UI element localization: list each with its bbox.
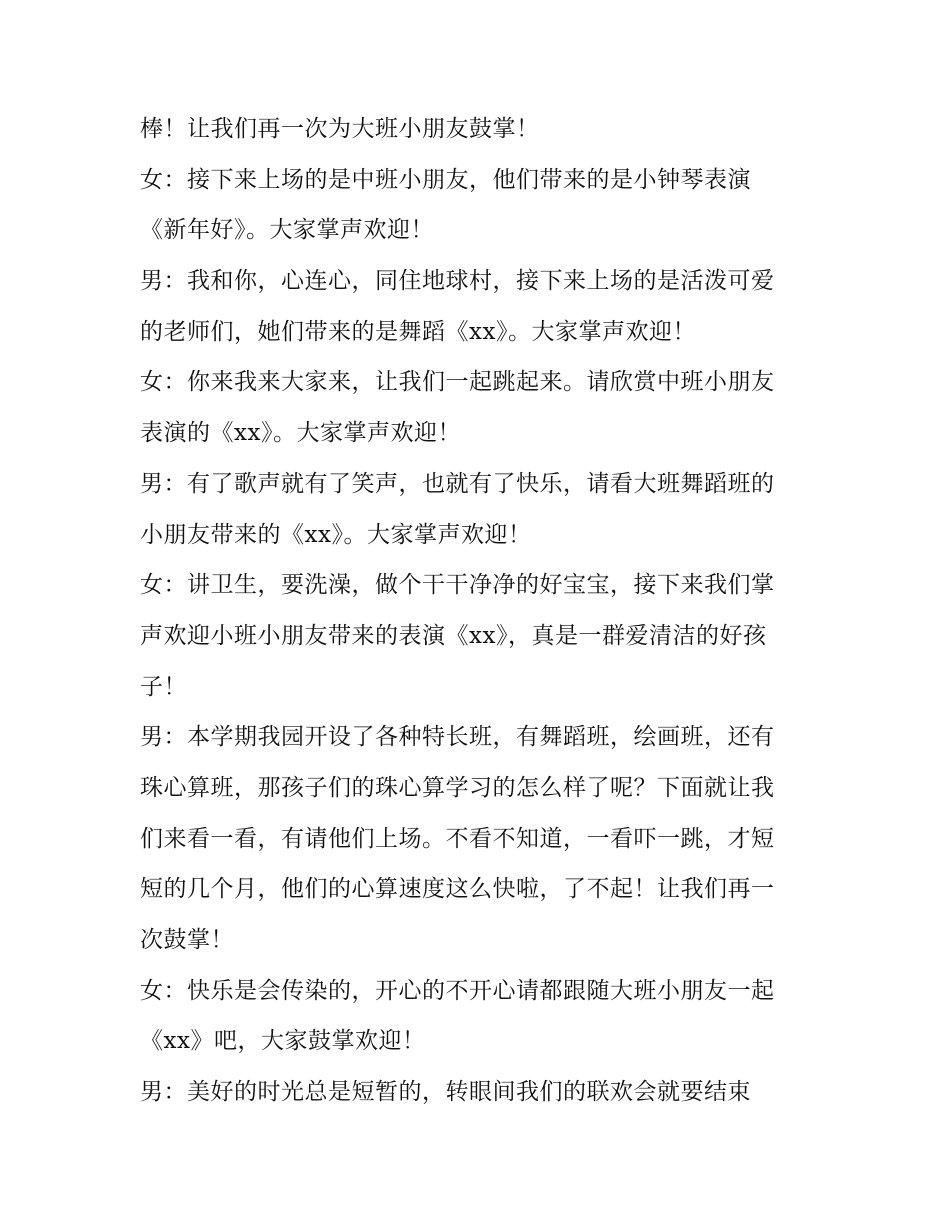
text-line: 女：接下来上场的是中班小朋友，他们带来的是小钟琴表演 xyxy=(140,166,751,193)
document-body xyxy=(140,104,820,1118)
text-line: 男：本学期我园开设了各种特长班，有舞蹈班，绘画班，还有 xyxy=(140,724,775,751)
text-line: 表演的《xx》。大家掌声欢迎！ xyxy=(140,420,461,447)
text-line: 次鼓掌！ xyxy=(140,927,234,953)
text-line: 珠心算班，那孩子们的珠心算学习的怎么样了呢？下面就让我 xyxy=(140,774,775,801)
text-line: 短的几个月，他们的心算速度这么快啦，了不起！让我们再一 xyxy=(140,876,775,903)
text-line: 们来看一看，有请他们上场。不看不知道，一看吓一跳，才短 xyxy=(140,825,775,852)
text-line: 的老师们，她们带来的是舞蹈《xx》。大家掌声欢迎！ xyxy=(140,318,696,345)
text-line: 男：美好的时光总是短暂的，转眼间我们的联欢会就要结束 xyxy=(140,1079,751,1106)
text-line: 《新年好》。大家掌声欢迎！ xyxy=(140,217,434,244)
text-line: 男：有了歌声就有了笑声，也就有了快乐，请看大班舞蹈班的 xyxy=(140,470,775,497)
text-line: 女：你来我来大家来，让我们一起跳起来。请欣赏中班小朋友 xyxy=(140,369,775,396)
text-line: 声欢迎小班小朋友带来的表演《xx》，真是一群爱清洁的好孩 xyxy=(140,622,767,649)
text-line: 男：我和你，心连心，同住地球村，接下来上场的是活泼可爱 xyxy=(140,268,775,295)
text-line: 女：讲卫生，要洗澡，做个干干净净的好宝宝，接下来我们掌 xyxy=(140,572,775,599)
text-line: 棒！让我们再一次为大班小朋友鼓掌！ xyxy=(140,116,540,142)
text-line: 女：快乐是会传染的，开心的不开心请都跟随大班小朋友一起 xyxy=(140,977,775,1004)
text-line: 小朋友带来的《xx》。大家掌声欢迎！ xyxy=(140,521,532,548)
text-line: 《xx》吧，大家鼓掌欢迎！ xyxy=(140,1028,426,1055)
text-line: 子！ xyxy=(140,673,187,700)
